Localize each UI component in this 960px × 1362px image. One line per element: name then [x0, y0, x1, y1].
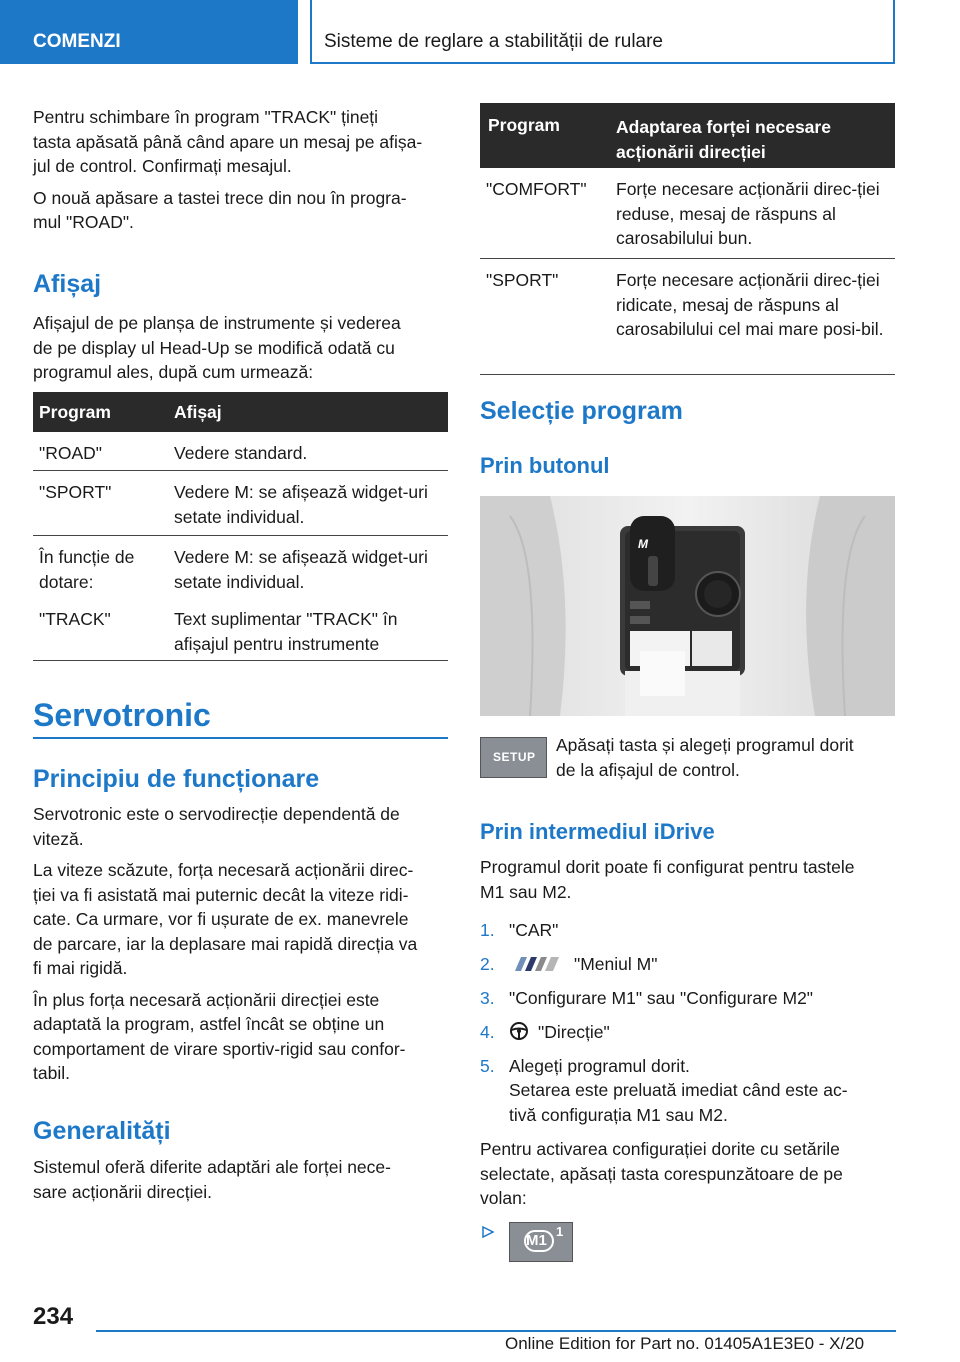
step-text: "Configurare M1" sau "Configurare M2" — [509, 988, 814, 1008]
setup-label: SETUP — [493, 750, 536, 764]
generalitati-block — [33, 1155, 448, 1204]
text-line: Setarea este preluată imediat când este ac- — [509, 1080, 848, 1100]
center-console-illustration — [480, 496, 895, 716]
cell-adapt: Forțe necesare acționării direc-ției reduse, mesaj de răspuns al carosabilului bun. — [616, 179, 880, 248]
header-title-box — [311, 0, 895, 64]
text-line: tivă configurația M1 sau M2. — [509, 1104, 728, 1125]
triangle-bullet-icon — [482, 1226, 494, 1238]
heading-generalitati: Generalități — [33, 1117, 171, 1145]
page-number: 234 — [33, 1303, 74, 1330]
servotronic-rule — [33, 737, 448, 739]
text-line: La viteze scăzute, forța necesară acționării direc- — [33, 860, 414, 880]
cell-program: "SPORT" — [39, 482, 112, 502]
intro-block — [33, 105, 448, 235]
cell-program: "SPORT" — [486, 270, 559, 290]
principiu-block — [33, 802, 448, 1086]
table-row — [33, 536, 448, 661]
text-line: Servotronic este o servodirecție dependentă de — [33, 804, 400, 824]
afisaj-line: programul ales, după cum urmează: — [33, 362, 314, 382]
text-line: În plus forța necesară acționării direcției este — [33, 989, 380, 1010]
col-header-adapt: Adaptarea forței necesare acționării direcției — [616, 117, 831, 162]
svg-text:M: M — [638, 537, 648, 551]
intro-line: mul "ROAD". — [33, 212, 134, 232]
cell-display: Vedere M: se afișează widget-uri setate individual. — [174, 547, 428, 592]
heading-prin-butonul: Prin butonul — [480, 453, 610, 478]
text-line: fi mai rigidă. — [33, 958, 128, 978]
heading-afisaj: Afișaj — [33, 270, 102, 298]
header-section-label: COMENZI — [33, 31, 121, 52]
heading-selectie: Selecție program — [480, 397, 683, 425]
col-header-program: Program — [39, 402, 111, 422]
afisaj-line: de pe display ul Head-Up se modifică odată cu — [33, 337, 395, 358]
text-line: Pentru activarea configurației dorite cu setările — [480, 1139, 840, 1159]
step5-detail — [509, 1078, 899, 1127]
text-line: de la afișajul de control. — [556, 759, 740, 780]
steering-wheel-icon — [509, 1021, 529, 1041]
intro-line: O nouă apăsare a tastei trece din nou în progra- — [33, 187, 407, 208]
cell-program: În funcție de dotare: — [39, 547, 135, 592]
text-line: de parcare, iar la deplasare mai rapidă direcția va — [33, 933, 418, 954]
display-table-header — [33, 392, 448, 432]
text-line: Sistemul oferă diferite adaptări ale forței nece- — [33, 1157, 391, 1177]
m-stripes-icon — [509, 955, 565, 973]
step-text: "Meniul M" — [574, 954, 658, 974]
list-item — [480, 918, 900, 952]
cell-program: "COMFORT" — [486, 179, 587, 199]
display-table — [33, 392, 448, 661]
setup-button-icon — [480, 737, 547, 778]
step-text: "Direcție" — [538, 1022, 610, 1042]
list-item — [480, 952, 900, 986]
m1-button-icon — [509, 1222, 573, 1262]
footer-rule — [96, 1330, 896, 1332]
intro-line: tasta apăsată până când apare un mesaj pe afișa- — [33, 131, 423, 152]
text-line: Apăsați tasta și alegeți programul dorit — [556, 735, 854, 755]
list-item — [480, 1020, 900, 1054]
text-line: sare acționării direcției. — [33, 1181, 212, 1202]
text-line: viteză. — [33, 828, 84, 849]
setup-text — [556, 733, 896, 782]
text-line: volan: — [480, 1188, 527, 1208]
text-line: tabil. — [33, 1063, 70, 1083]
table-row — [33, 471, 448, 536]
text-line: comportament de virare sportiv-rigid sau confor- — [33, 1038, 406, 1059]
table-row — [480, 259, 895, 375]
header-section-tab — [0, 0, 298, 64]
activare-text — [480, 1137, 900, 1211]
idrive-text — [480, 855, 900, 904]
heading-servotronic: Servotronic — [33, 697, 211, 733]
console-image — [480, 496, 895, 716]
list-item — [480, 986, 900, 1020]
heading-idrive: Prin intermediul iDrive — [480, 819, 715, 844]
step-number: 1. — [480, 920, 495, 940]
afisaj-line: Afișajul de pe planșa de instrumente și vederea — [33, 313, 401, 333]
text-line: M1 sau M2. — [480, 881, 572, 902]
cell-display: Vedere M: se afișează widget-uri setate individual. — [174, 482, 428, 527]
header-title: Sisteme de reglare a stabilității de rulare — [324, 31, 664, 52]
text-line: selectate, apăsați tasta corespunzătoare de pe — [480, 1163, 843, 1184]
steering-table-header — [480, 103, 895, 168]
step-number: 4. — [480, 1022, 495, 1042]
cell-display: Text suplimentar "TRACK" în afișajul pentru instrumente — [174, 609, 398, 654]
steps-list — [480, 918, 900, 1088]
col-header-display: Afișaj — [174, 402, 222, 422]
step-number: 2. — [480, 954, 495, 974]
intro-line: jul de control. Confirmați mesajul. — [33, 156, 292, 176]
cell-adapt: Forțe necesare acționării direc-ției ridicate, mesaj de răspuns al carosabilului cel mai mare posi-bil. — [616, 270, 884, 339]
steering-table — [480, 103, 895, 375]
col-header-program: Program — [488, 115, 560, 135]
footer-edition: Online Edition for Part no. 01405A1E3E0 - X/20 — [505, 1334, 865, 1353]
step-text: "CAR" — [509, 920, 559, 940]
table-row — [480, 168, 895, 259]
cell-program: "TRACK" — [39, 609, 111, 629]
step-number: 3. — [480, 988, 495, 1008]
cell-program: "ROAD" — [39, 443, 102, 463]
text-line: adaptată la program, astfel încât se obține un — [33, 1014, 385, 1034]
text-line: cate. Ca urmare, vor fi ușurate de ex. manevrele — [33, 909, 409, 929]
intro-line: Pentru schimbare în program "TRACK" țineți — [33, 107, 379, 127]
table-row — [33, 432, 448, 471]
heading-principiu: Principiu de funcționare — [33, 765, 320, 793]
m1-superscript: 1 — [556, 1224, 564, 1239]
afisaj-paragraph — [33, 311, 448, 385]
step-number: 5. — [480, 1056, 495, 1076]
text-line: ției va fi asistată mai puternic decât la viteze ridi- — [33, 884, 409, 905]
text-line: Programul dorit poate fi configurat pentru tastele — [480, 857, 855, 877]
m1-label: M1 — [526, 1232, 547, 1249]
step-text: Alegeți programul dorit. — [509, 1056, 690, 1076]
cell-display: Vedere standard. — [174, 443, 308, 463]
